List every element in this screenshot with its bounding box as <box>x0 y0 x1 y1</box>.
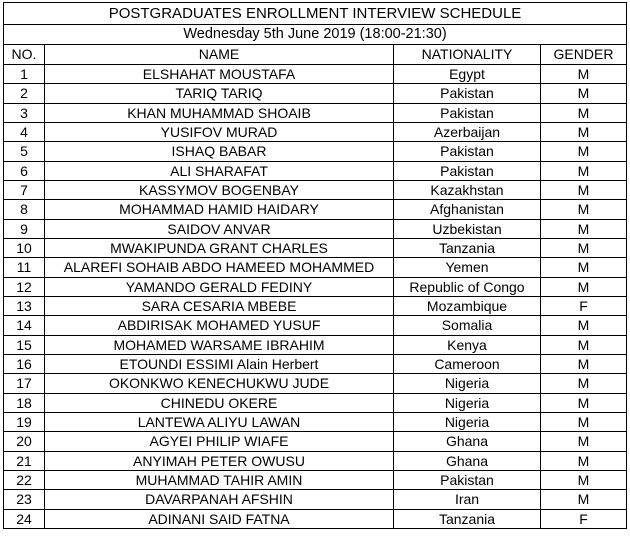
cell-name: SAIDOV ANVAR <box>45 219 394 238</box>
cell-name: MUHAMMAD TAHIR AMIN <box>45 470 394 489</box>
cell-gender: M <box>541 354 627 373</box>
cell-name: AGYEI PHILIP WIAFE <box>45 432 394 451</box>
cell-gender: M <box>541 84 627 103</box>
cell-name: MWAKIPUNDA GRANT CHARLES <box>45 239 394 258</box>
cell-no: 24 <box>4 509 45 528</box>
column-header-name: NAME <box>45 44 394 64</box>
cell-nationality: Pakistan <box>394 84 541 103</box>
cell-name: ABDIRISAK MOHAMED YUSUF <box>45 316 394 335</box>
column-header-nationality: NATIONALITY <box>394 44 541 64</box>
cell-nationality: Afghanistan <box>394 200 541 219</box>
cell-no: 22 <box>4 470 45 489</box>
title-row <box>4 3 627 25</box>
cell-nationality: Republic of Congo <box>394 277 541 296</box>
cell-gender: M <box>541 277 627 296</box>
table-row <box>4 219 627 238</box>
page-title: POSTGRADUATES ENROLLMENT INTERVIEW SCHEDULE <box>4 3 627 25</box>
cell-no: 19 <box>4 412 45 431</box>
cell-no: 11 <box>4 258 45 277</box>
cell-no: 5 <box>4 142 45 161</box>
cell-no: 8 <box>4 200 45 219</box>
cell-nationality: Azerbaijan <box>394 123 541 142</box>
cell-name: MOHAMMAD HAMID HAIDARY <box>45 200 394 219</box>
schedule-date: Wednesday 5th June 2019 (18:00-21:30) <box>4 25 627 44</box>
table-row <box>4 181 627 200</box>
cell-name: YAMANDO GERALD FEDINY <box>45 277 394 296</box>
cell-nationality: Kazakhstan <box>394 181 541 200</box>
cell-gender: M <box>541 65 627 84</box>
cell-no: 7 <box>4 181 45 200</box>
column-header-gender: GENDER <box>541 44 627 64</box>
cell-name: KASSYMOV BOGENBAY <box>45 181 394 200</box>
cell-name: ETOUNDI ESSIMI Alain Herbert <box>45 354 394 373</box>
cell-no: 15 <box>4 335 45 354</box>
table-row <box>4 354 627 373</box>
cell-nationality: Nigeria <box>394 374 541 393</box>
cell-no: 20 <box>4 432 45 451</box>
table-row <box>4 296 627 315</box>
table-row <box>4 84 627 103</box>
cell-name: SARA CESARIA MBEBE <box>45 296 394 315</box>
cell-no: 12 <box>4 277 45 296</box>
table-row <box>4 490 627 509</box>
table-row <box>4 161 627 180</box>
cell-gender: M <box>541 470 627 489</box>
table-row <box>4 239 627 258</box>
cell-nationality: Pakistan <box>394 142 541 161</box>
table-row <box>4 316 627 335</box>
cell-no: 16 <box>4 354 45 373</box>
cell-nationality: Yemen <box>394 258 541 277</box>
cell-nationality: Ghana <box>394 451 541 470</box>
subtitle-row <box>4 25 627 44</box>
cell-gender: M <box>541 142 627 161</box>
cell-gender: M <box>541 161 627 180</box>
cell-name: YUSIFOV MURAD <box>45 123 394 142</box>
cell-name: ISHAQ BABAR <box>45 142 394 161</box>
cell-name: ALAREFI SOHAIB ABDO HAMEED MOHAMMED <box>45 258 394 277</box>
cell-nationality: Cameroon <box>394 354 541 373</box>
cell-gender: M <box>541 432 627 451</box>
cell-name: ELSHAHAT MOUSTAFA <box>45 65 394 84</box>
cell-gender: M <box>541 239 627 258</box>
cell-no: 23 <box>4 490 45 509</box>
table-row <box>4 103 627 122</box>
cell-nationality: Kenya <box>394 335 541 354</box>
cell-nationality: Tanzania <box>394 509 541 528</box>
cell-no: 21 <box>4 451 45 470</box>
table-row <box>4 374 627 393</box>
table-row <box>4 432 627 451</box>
cell-nationality: Egypt <box>394 65 541 84</box>
cell-nationality: Tanzania <box>394 239 541 258</box>
header-row <box>4 44 627 64</box>
cell-gender: F <box>541 296 627 315</box>
cell-gender: M <box>541 412 627 431</box>
cell-name: ADINANI SAID FATNA <box>45 509 394 528</box>
table-row <box>4 335 627 354</box>
cell-nationality: Somalia <box>394 316 541 335</box>
table-row <box>4 200 627 219</box>
cell-name: OKONKWO KENECHUKWU JUDE <box>45 374 394 393</box>
cell-no: 3 <box>4 103 45 122</box>
cell-no: 18 <box>4 393 45 412</box>
table-row <box>4 509 627 528</box>
cell-name: MOHAMED WARSAME IBRAHIM <box>45 335 394 354</box>
cell-gender: M <box>541 181 627 200</box>
cell-gender: M <box>541 219 627 238</box>
cell-gender: M <box>541 123 627 142</box>
table-row <box>4 470 627 489</box>
table-row <box>4 258 627 277</box>
cell-no: 1 <box>4 65 45 84</box>
cell-name: DAVARPANAH AFSHIN <box>45 490 394 509</box>
cell-no: 9 <box>4 219 45 238</box>
cell-no: 10 <box>4 239 45 258</box>
cell-name: ALI SHARAFAT <box>45 161 394 180</box>
cell-nationality: Pakistan <box>394 161 541 180</box>
cell-gender: M <box>541 451 627 470</box>
cell-no: 14 <box>4 316 45 335</box>
cell-no: 17 <box>4 374 45 393</box>
table-row <box>4 451 627 470</box>
cell-nationality: Nigeria <box>394 393 541 412</box>
table-row <box>4 393 627 412</box>
table-row <box>4 277 627 296</box>
cell-nationality: Mozambique <box>394 296 541 315</box>
cell-no: 6 <box>4 161 45 180</box>
cell-name: KHAN MUHAMMAD SHOAIB <box>45 103 394 122</box>
schedule-table <box>3 2 627 529</box>
table-row <box>4 142 627 161</box>
cell-gender: M <box>541 103 627 122</box>
table-body <box>4 3 627 529</box>
cell-name: LANTEWA ALIYU LAWAN <box>45 412 394 431</box>
cell-gender: M <box>541 200 627 219</box>
cell-gender: M <box>541 335 627 354</box>
cell-name: CHINEDU OKERE <box>45 393 394 412</box>
column-header-no: NO. <box>4 44 45 64</box>
cell-gender: M <box>541 258 627 277</box>
cell-no: 2 <box>4 84 45 103</box>
cell-nationality: Iran <box>394 490 541 509</box>
cell-gender: F <box>541 509 627 528</box>
cell-no: 4 <box>4 123 45 142</box>
cell-name: ANYIMAH PETER OWUSU <box>45 451 394 470</box>
cell-nationality: Pakistan <box>394 470 541 489</box>
cell-nationality: Pakistan <box>394 103 541 122</box>
cell-gender: M <box>541 374 627 393</box>
cell-nationality: Uzbekistan <box>394 219 541 238</box>
cell-nationality: Nigeria <box>394 412 541 431</box>
table-row <box>4 65 627 84</box>
cell-gender: M <box>541 393 627 412</box>
cell-gender: M <box>541 490 627 509</box>
cell-gender: M <box>541 316 627 335</box>
cell-no: 13 <box>4 296 45 315</box>
table-row <box>4 412 627 431</box>
table-row <box>4 123 627 142</box>
cell-nationality: Ghana <box>394 432 541 451</box>
cell-name: TARIQ TARIQ <box>45 84 394 103</box>
